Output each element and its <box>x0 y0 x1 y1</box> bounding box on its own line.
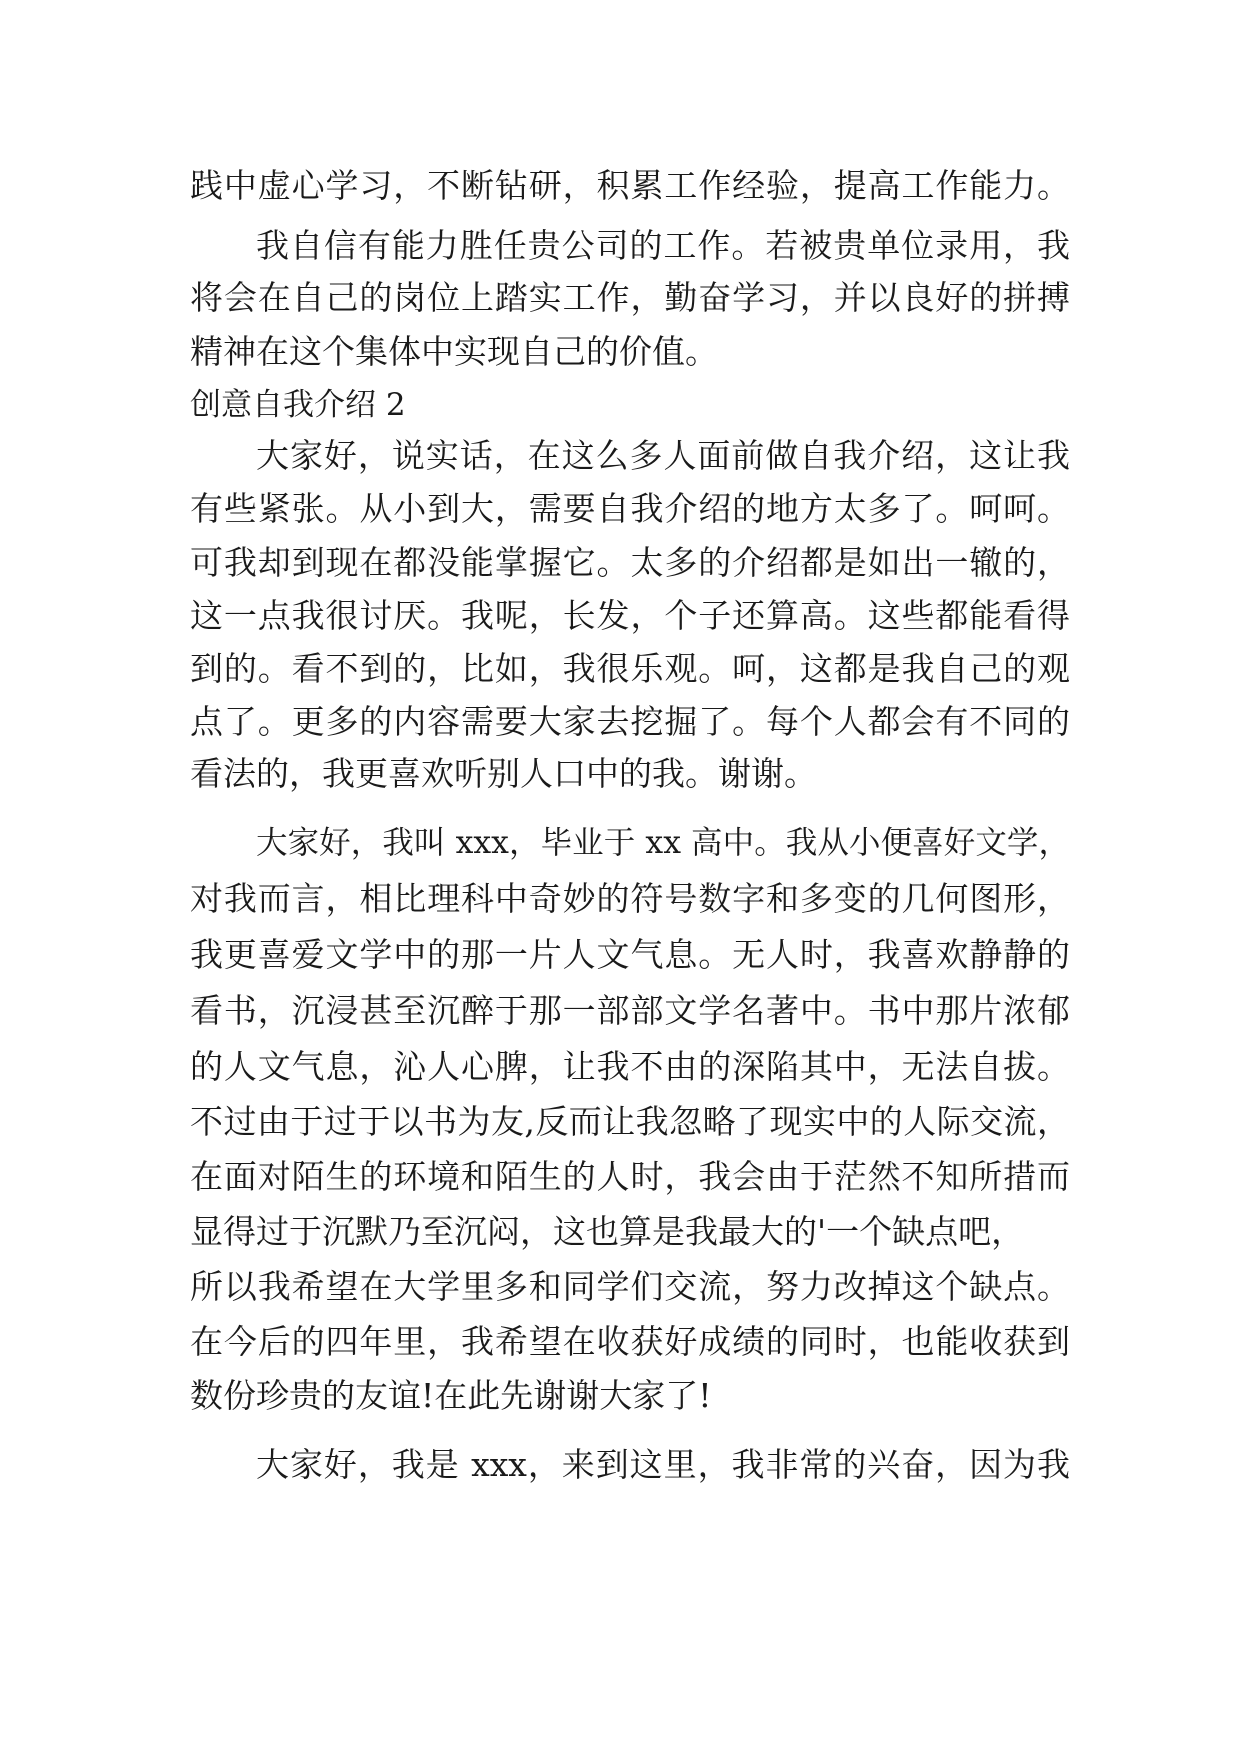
text-line: 大家好，我叫 xxx，毕业于 xx 高中。我从小便喜好文学， <box>256 825 1070 861</box>
text-line: 我更喜爱文学中的那一片人文气息。无人时，我喜欢静静的 <box>190 935 1070 974</box>
text-line: 这一点我很讨厌。我呢，长发，个子还算高。这些都能看得 <box>190 596 1070 635</box>
text-line: 践中虚心学习，不断钻研，积累工作经验，提高工作能力。 <box>190 166 1070 205</box>
text-line: 对我而言，相比理科中奇妙的符号数字和多变的几何图形， <box>190 879 1070 918</box>
text-line: 在面对陌生的环境和陌生的人时，我会由于茫然不知所措而 <box>190 1157 1070 1196</box>
text-line: 显得过于沉默乃至沉闷，这也算是我最大的'一个缺点吧， <box>190 1212 1025 1251</box>
text-line: 所以我希望在大学里多和同学们交流，努力改掉这个缺点。 <box>190 1267 1070 1306</box>
text-line: 在今后的四年里，我希望在收获好成绩的同时，也能收获到 <box>190 1322 1070 1361</box>
text-line: 精神在这个集体中实现自己的价值。 <box>190 332 718 371</box>
text-line: 可我却到现在都没能掌握它。太多的介绍都是如出一辙的， <box>190 543 1070 582</box>
text-line: 我自信有能力胜任贵公司的工作。若被贵单位录用，我 <box>256 226 1070 265</box>
text-line: 将会在自己的岗位上踏实工作，勤奋学习，并以良好的拼搏 <box>190 278 1070 317</box>
text-line: 大家好，我是 xxx，来到这里，我非常的兴奋，因为我 <box>256 1445 1070 1484</box>
text-line: 不过由于过于以书为友,反而让我忽略了现实中的人际交流， <box>190 1102 1070 1141</box>
text-line: 点了。更多的内容需要大家去挖掘了。每个人都会有不同的 <box>190 702 1070 741</box>
text-line: 到的。看不到的，比如，我很乐观。呵，这都是我自己的观 <box>190 649 1070 688</box>
text-line: 看法的，我更喜欢听别人口中的我。谢谢。 <box>190 754 817 793</box>
text-line: 大家好，说实话，在这么多人面前做自我介绍，这让我 <box>256 436 1070 475</box>
text-line: 有些紧张。从小到大，需要自我介绍的地方太多了。呵呵。 <box>190 489 1070 528</box>
text-line: 数份珍贵的友谊!在此先谢谢大家了! <box>190 1376 712 1415</box>
text-line: 的人文气息，沁人心脾，让我不由的深陷其中，无法自拔。 <box>190 1047 1070 1086</box>
text-line: 看书，沉浸甚至沉醉于那一部部文学名著中。书中那片浓郁 <box>190 991 1070 1030</box>
section-heading: 创意自我介绍 2 <box>190 387 406 423</box>
